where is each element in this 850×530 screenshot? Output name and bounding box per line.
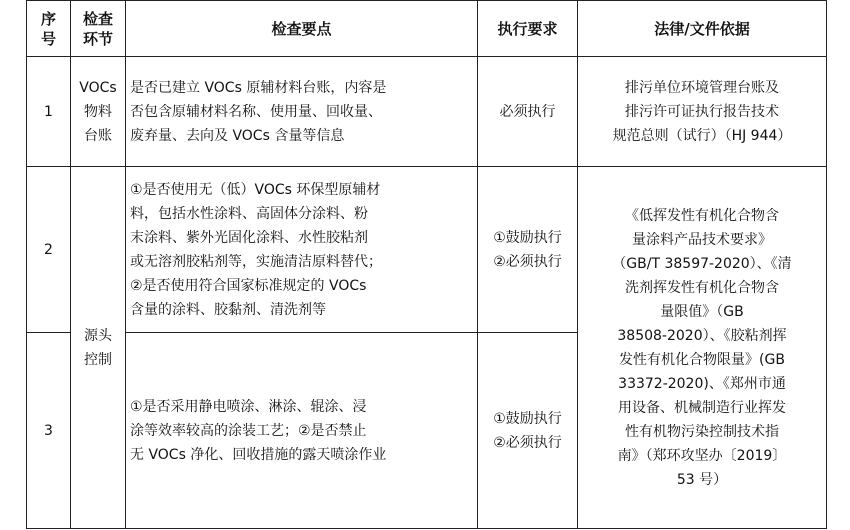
header-requirement: 执行要求 [478, 1, 578, 57]
header-row [27, 1, 827, 57]
row-points: 是否已建立 VOCs 原辅材料台账，内容是 否包含原辅材料名称、使用量、回收量、 废弃量、去向及 VOCs 含量等信息 [126, 57, 478, 167]
inspection-table [26, 0, 827, 529]
row-points: ①是否采用静电喷涂、淋涂、辊涂、浸 涂等效率较高的涂装工艺；②是否禁止 无 VOCs 净化、回收措施的露天喷涂作业 [126, 333, 478, 529]
row-basis: 《低挥发性有机化合物含 量涂料产品技术要求》 （GB/T 38597-2020）、《清 洗剂挥发性有机化合物含 量限值》（GB 38508-2020）、《胶粘剂挥 发性有机化合物限量》(GB 33372-2020)、《郑州市通 用设备、机械制造行业挥发 性有机物污染控制技术指 南》（郑环攻坚办〔2019〕 53 号） [578, 167, 827, 529]
row-stage: VOCs 物料 台账 [71, 57, 126, 167]
row-basis: 排污单位环境管理台账及 排污许可证执行报告技术 规范总则（试行）（HJ 944） [578, 57, 827, 167]
row-no: 3 [27, 333, 71, 529]
row-no: 2 [27, 167, 71, 333]
row-no: 1 [27, 57, 71, 167]
row-points: ①是否使用无（低）VOCs 环保型原辅材 料，包括水性涂料、高固体分涂料、粉 末涂料、紫外光固化涂料、水性胶粘剂 或无溶剂胶粘剂等，实施清洁原料替代； ②是否使用符合国家标准规定的 VOCs 含量的涂料、胶黏剂、清洗剂等 [126, 167, 478, 333]
header-stage: 检查 环节 [71, 1, 126, 57]
header-no: 序 号 [27, 1, 71, 57]
header-points: 检查要点 [126, 1, 478, 57]
row-requirement: ①鼓励执行 ②必须执行 [478, 333, 578, 529]
row-requirement: ①鼓励执行 ②必须执行 [478, 167, 578, 333]
header-basis: 法律/文件依据 [578, 1, 827, 57]
row-stage: 源头 控制 [71, 167, 126, 529]
table-row [27, 57, 827, 167]
row-requirement: 必须执行 [478, 57, 578, 167]
table-row [27, 167, 827, 333]
